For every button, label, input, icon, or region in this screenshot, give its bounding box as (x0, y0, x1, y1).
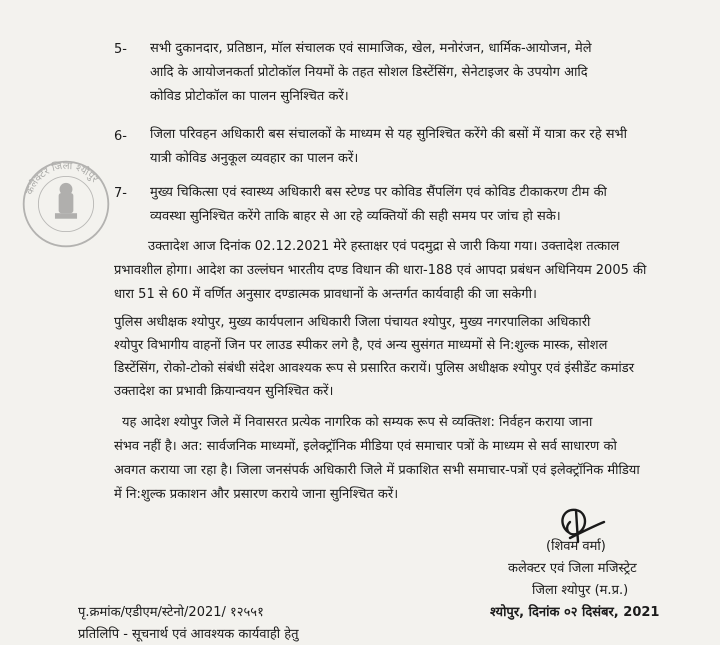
item-line: कोविड प्रोटोकॉल का पालन सुनिश्चित करें। (150, 89, 349, 104)
item-number: 5- (114, 42, 127, 57)
paragraph-line: प्रभावशील होगा। आदेश का उल्लंघन भारतीय दण्ड विधान की धारा-188 एवं आपदा प्रबंधन अधिनियम 2005 की (114, 263, 647, 278)
official-seal-icon (20, 158, 112, 250)
paragraph-line: उक्तादेश का प्रभावी क्रियान्वयन सुनिश्चित करें। (114, 384, 334, 399)
item-line: मुख्य चिकित्सा एवं स्वास्थ्य अधिकारी बस स्टेण्ड पर कोविड सैंपलिंग एवं कोविड टीकाकरण टीम की (150, 185, 607, 200)
signatory-designation: कलेक्टर एवं जिला मजिस्ट्रेट (508, 561, 637, 576)
paragraph-line: यह आदेश श्योपुर जिले में निवासरत प्रत्येक नागरिक को सम्यक रूप से व्यक्तिश: निर्वहन कराया जाना (122, 415, 593, 430)
signatory-name: (शिवम वर्मा) (546, 539, 606, 554)
paragraph-line: पुलिस अधीक्षक श्योपुर, मुख्य कार्यपलान अधिकारी जिला पंचायत श्योपुर, मुख्य नगरपालिका अधिकारी (114, 315, 591, 330)
paragraph-line: में नि:शुल्क प्रकाशन और प्रसारण कराये जाना सुनिश्चित करें। (114, 487, 399, 502)
item-line: यात्री कोविड अनुकूल व्यवहार का पालन करें। (150, 151, 359, 166)
signatory-office: जिला श्योपुर (म.प्र.) (532, 583, 629, 598)
item-number: 7- (114, 186, 127, 201)
paragraph-line: श्योपुर विभागीय वाहनों जिन पर लाउड स्पीकर लगे है, एवं अन्य सुसंगत माध्यमों से नि:शुल्क मास्क, सोशल (114, 338, 608, 353)
paragraph-line: उक्तादेश आज दिनांक 02.12.2021 मेरे हस्ताक्षर एवं पदमुद्रा से जारी किया गया। उक्तादेश तत्काल (148, 239, 620, 254)
item-line: आदि के आयोजनकर्ता प्रोटोकॉल नियमों के तहत सोशल डिस्टेंसिंग, सेनेटाइजर के उपयोग आदि (150, 65, 588, 80)
item-line: व्यवस्था सुनिश्चित करेंगे ताकि बाहर से आ रहे व्यक्तियों की सही समय पर जांच हो सके। (150, 209, 561, 224)
paragraph-line: अवगत कराया जा रहा है। जिला जनसंपर्क अधिकारी जिले में प्रकाशित सभी समाचार-पत्रों एवं इलेक्ट्रॉनिक मीडिया (114, 463, 640, 478)
item-number: 6- (114, 129, 127, 144)
item-line: जिला परिवहन अधिकारी बस संचालकों के माध्यम से यह सुनिश्चित करेंगे की बसों में यात्रा कर रहे सभी (150, 127, 628, 142)
signature-date: श्योपुर, दिनांक ०२ दिसंबर, 2021 (490, 605, 660, 620)
paragraph-line: डिस्टेंसिंग, रोको-टोको संबंधी संदेश आवश्यक रूप से प्रसारित करायें। पुलिस अधीक्षक श्योपुर एवं इंसीडेंट कमांडर (114, 361, 635, 376)
paragraph-line: संभव नहीं है। अत: सार्वजनिक माध्यमों, इलेक्ट्रॉनिक मीडिया एवं समाचार पत्रों के माध्यम से सर्व साधारण को (114, 439, 617, 454)
item-line: सभी दुकानदार, प्रतिष्ठान, मॉल संचालक एवं सामाजिक, खेल, मनोरंजन, धार्मिक-आयोजन, मेले (150, 41, 592, 56)
paragraph-line: धारा 51 से 60 में वर्णित अनुसार दण्डात्मक प्रावधानों के अन्तर्गत कार्यवाही की जा सकेगी। (114, 287, 537, 302)
copy-to-line: प्रतिलिपि - सूचनार्थ एवं आवश्यक कार्यवाही हेतु (78, 627, 299, 642)
reference-number: पृ.क्रमांक/एडीएम/स्टेनो/2021/ १२५५१ (78, 605, 264, 620)
seal-text: कलेक्टर जिला श्योपुर (24, 160, 100, 197)
